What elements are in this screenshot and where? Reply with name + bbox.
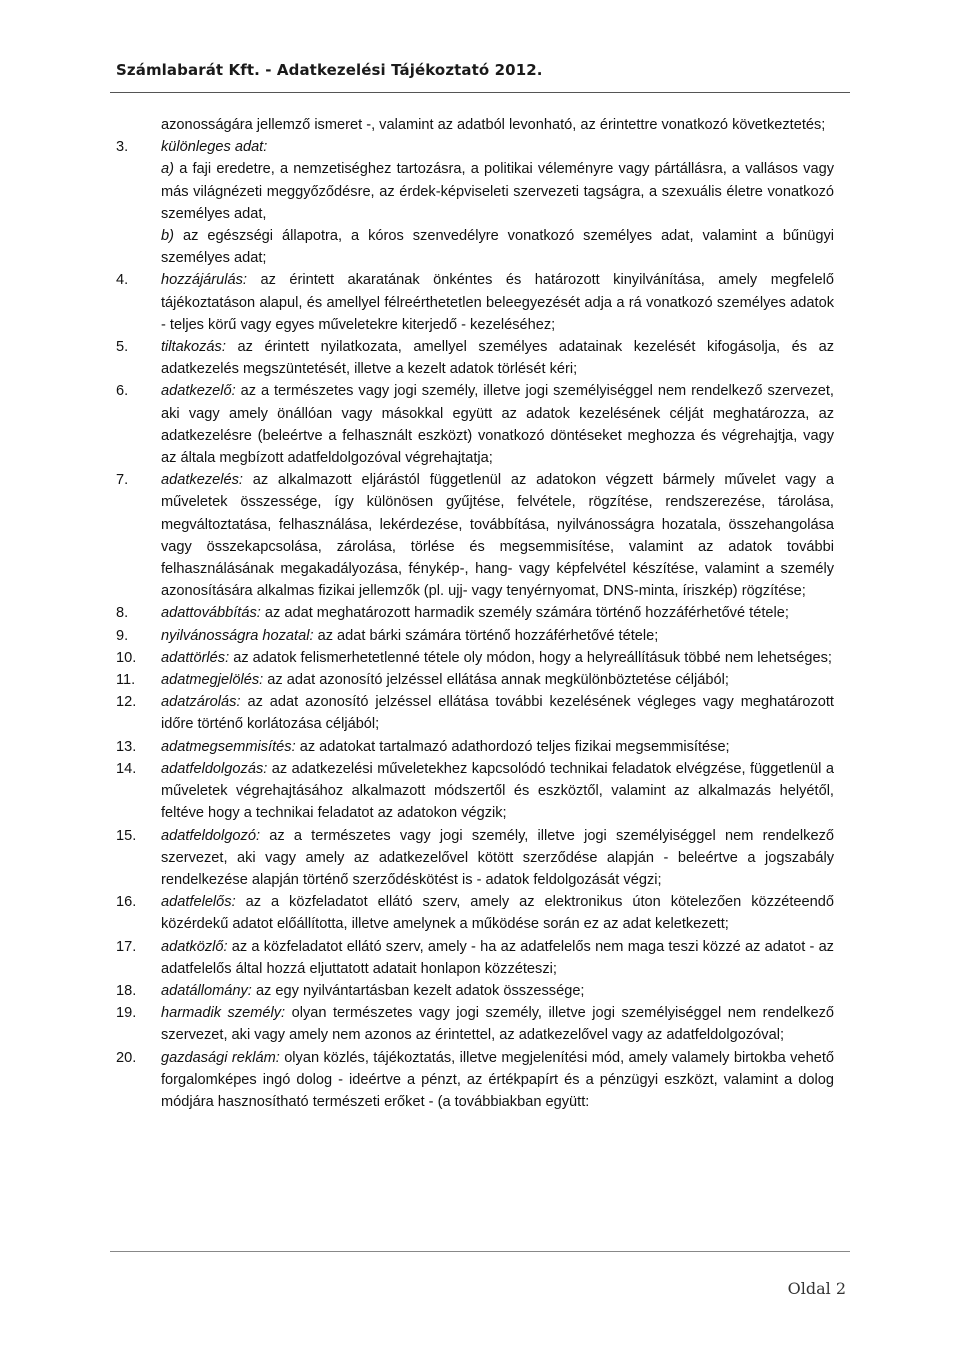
item-number: 7. [116, 472, 129, 489]
sub-item-label: b) [161, 228, 174, 245]
definition-item [116, 1047, 834, 1114]
item-term: nyilvánosságra hozatal: [161, 627, 314, 644]
definition-item [116, 602, 834, 624]
definition-item [116, 669, 834, 691]
item-term: különleges adat: [161, 139, 268, 156]
item-text: az alkalmazott eljárástól függetlenül az adatokon végzett bármely művelet vagy a műveletek összessége, így különösen gyűjtése, felvétele, rögzítése, rendszerezése, tárolása, megváltoztatása, felhasználása, lekérdezése, továbbítása, nyilvánosságra hozatala, összehangolása vagy összekapcsolása, zárolása, törlése és megsemmisítése, valamint az adatok további felhasználásának megakadályozása, fénykép-, hang- vagy képfelvétel készítése, valamint a személy azonosítására alkalmas fizikai jellemzők (pl. ujj- vagy tenyérnyomat, DNS-minta, íriszkép) rögzítése; [161, 472, 834, 600]
item-number: 8. [116, 605, 129, 622]
item-body [161, 936, 834, 980]
item-term: adattovábbítás: [161, 605, 261, 622]
definition-item [116, 336, 834, 380]
item-term: adatzárolás: [161, 694, 241, 711]
definition-item [116, 980, 834, 1002]
item-text: az adatkezelési műveletekhez kapcsolódó technikai feladatok elvégzése, függetlenül a műveletek végrehajtásához alkalmazott módszertől és eszköztől, valamint az alkalmazás helyétől, feltéve hogy a technikai feladatot az adatokon végzik; [161, 760, 834, 822]
item-body [161, 469, 834, 602]
item-body [161, 602, 834, 624]
item-term: adatfeldolgozó: [161, 827, 260, 844]
definition-item [116, 647, 834, 669]
item-text: az a természetes vagy jogi személy, illetve jogi személyiséggel nem rendelkező szervezet, aki vagy amely az adatkezelővel kötött szerződése alapján - beleértve a jogszabály rendelkezése alapján történő szerződéskötést is - adatok feldolgozását végzi; [161, 827, 834, 888]
item-body [161, 669, 834, 691]
item-text: az érintett nyilatkozata, amellyel személyes adatainak kezelését kifogásolja, és az adatkezelés megszüntetését, illetve a kezelt adatok törlését kéri; [161, 339, 834, 378]
definition-item [116, 136, 834, 269]
page-number: Oldal 2 [787, 1279, 846, 1298]
item-body [161, 758, 834, 825]
definition-item [116, 891, 834, 935]
item-term: adatkezelés: [161, 472, 243, 489]
item-number: 14. [116, 760, 137, 777]
item-body [161, 980, 834, 1002]
item-text: az adatok felismerhetetlenné tétele oly módon, hogy a helyreállításuk többé nem lehetséges; [233, 649, 832, 666]
item-body [161, 736, 834, 758]
definition-item [116, 936, 834, 980]
item-term: tiltakozás: [161, 339, 226, 356]
item-number: 4. [116, 272, 129, 289]
definition-item [116, 469, 834, 602]
item-text: olyan természetes vagy jogi személy, illetve jogi személyiséggel nem rendelkező szervezet, aki vagy amely nem azonos az érintettel, az adatkezelővel vagy az adatfeldolgozóval; [161, 1005, 834, 1044]
item-number: 10. [116, 649, 137, 666]
definition-item [116, 691, 834, 735]
item-term: adatfelelős: [161, 894, 236, 911]
item-term: adatfeldolgozás: [161, 760, 268, 777]
item-text: az adat bárki számára történő hozzáférhetővé tétele; [317, 627, 659, 644]
item-body [161, 647, 834, 669]
item-body [161, 380, 834, 469]
item-number: 13. [116, 738, 137, 755]
item-text: az a közfeladatot ellátó szerv, amely az elektronikus úton kötelezően közzéteendő közérdekű adatot előállította, illetve amelynek a működése során ez az adat keletkezett; [161, 894, 834, 933]
item-body [161, 1047, 834, 1114]
item-term: adatkezelő: [161, 383, 236, 400]
item-number: 18. [116, 982, 137, 999]
item-term: adatmegsemmisítés: [161, 738, 296, 755]
item-term: harmadik személy: [161, 1005, 286, 1022]
header-title: Számlabarát Kft. - Adatkezelési Tájékoztató 2012. [116, 61, 543, 79]
item-term: adatközlő: [161, 938, 228, 955]
sub-item-text: az egészségi állapotra, a kóros szenvedélyre vonatkozó személyes adat, valamint a bűnügyi személyes adat; [161, 228, 834, 267]
item-number: 6. [116, 383, 129, 400]
definition-list [116, 136, 834, 1113]
page-header [0, 0, 960, 93]
item-number: 12. [116, 694, 137, 711]
sub-item [161, 225, 834, 269]
item-number: 9. [116, 627, 129, 644]
item-number: 11. [116, 672, 136, 689]
footer-divider [110, 1251, 850, 1252]
item-term: hozzájárulás: [161, 272, 247, 289]
definition-item [116, 825, 834, 892]
continuation-text: azonosságára jellemző ismeret -, valamint az adatból levonható, az érintettre vonatkozó következtetés; [161, 117, 826, 133]
definition-item [116, 1002, 834, 1046]
item-text: az egy nyilvántartásban kezelt adatok összessége; [255, 982, 585, 999]
item-number: 17. [116, 938, 137, 955]
item-term: gazdasági reklám: [161, 1049, 280, 1066]
item-body [161, 891, 834, 935]
item-text: az adat meghatározott harmadik személy számára történő hozzáférhetővé tétele; [264, 605, 789, 622]
definition-item [116, 269, 834, 336]
item-term: adattörlés: [161, 649, 230, 666]
item-number: 5. [116, 339, 129, 356]
item-body [161, 1002, 834, 1046]
definition-item [116, 758, 834, 825]
item-number: 20. [116, 1049, 137, 1066]
item-body [161, 625, 834, 647]
sub-item-text: a faji eredetre, a nemzetiséghez tartozásra, a politikai véleményre vagy pártállásra, a vallásos vagy más világnézeti meggyőződésre, az érdek-képviseleti szervezeti tagságra, a szexuális életre vonatkozó személyes adat, [161, 161, 834, 222]
item-text: az adat azonosító jelzéssel ellátása annak megkülönböztetése céljából; [267, 672, 729, 689]
item-body [161, 691, 834, 735]
continuation-paragraph [116, 114, 834, 136]
item-text: olyan közlés, tájékoztatás, illetve megjelenítési mód, amely valamely birtokba vehető forgalomképes ingó dolog - ideértve a pénzt, az értékpapírt és a pénzügyi eszközt, valamint a dolog módjára hasznosítható természeti erőket - (a továbbiakban együtt: [161, 1049, 834, 1110]
header-divider [110, 92, 850, 93]
item-number: 19. [116, 1005, 137, 1022]
item-text: az adatokat tartalmazó adathordozó teljes fizikai megsemmisítése; [299, 738, 730, 755]
item-text: az a közfeladatot ellátó szerv, amely - ha az adatfelelős nem maga teszi közzé az adatot - az adatfelelős által hozzá eljuttatott adatait honlapon közzéteszi; [161, 938, 834, 977]
definition-item [116, 380, 834, 469]
item-body [161, 336, 834, 380]
item-number: 15. [116, 827, 137, 844]
definition-item [116, 736, 834, 758]
item-number: 3. [116, 139, 129, 156]
item-number: 16. [116, 894, 137, 911]
item-body [161, 825, 834, 892]
item-term: adatmegjelölés: [161, 672, 264, 689]
document-body [116, 114, 834, 1113]
sub-item-label: a) [161, 161, 174, 178]
item-text: az adat azonosító jelzéssel ellátása további kezelésének végleges vagy meghatározott időre történő korlátozása céljából; [161, 694, 834, 733]
sub-item [161, 158, 834, 225]
definition-item [116, 625, 834, 647]
item-body [161, 269, 834, 336]
item-text: az érintett akaratának önkéntes és határozott kinyilvánítása, amely megfelelő tájékoztatáson alapul, és amellyel félreérthetetlen beleegyezését adja a rá vonatkozó személyes adatok - teljes körű vagy egyes műveletekre kiterjedő - kezeléséhez; [161, 272, 834, 333]
item-text: az a természetes vagy jogi személy, illetve jogi személyiséggel nem rendelkező szervezet, aki vagy amely önállóan vagy másokkal együtt az adatok kezelésének célját meghatározza, az adatkezelésre (beleértve a felhasznált eszközt) vonatkozó döntéseket meghozza és végrehajtja, vagy az általa megbízott adatfeldolgozóval végrehajtatja; [161, 383, 834, 467]
item-term: adatállomány: [161, 982, 252, 999]
item-body [161, 136, 834, 158]
